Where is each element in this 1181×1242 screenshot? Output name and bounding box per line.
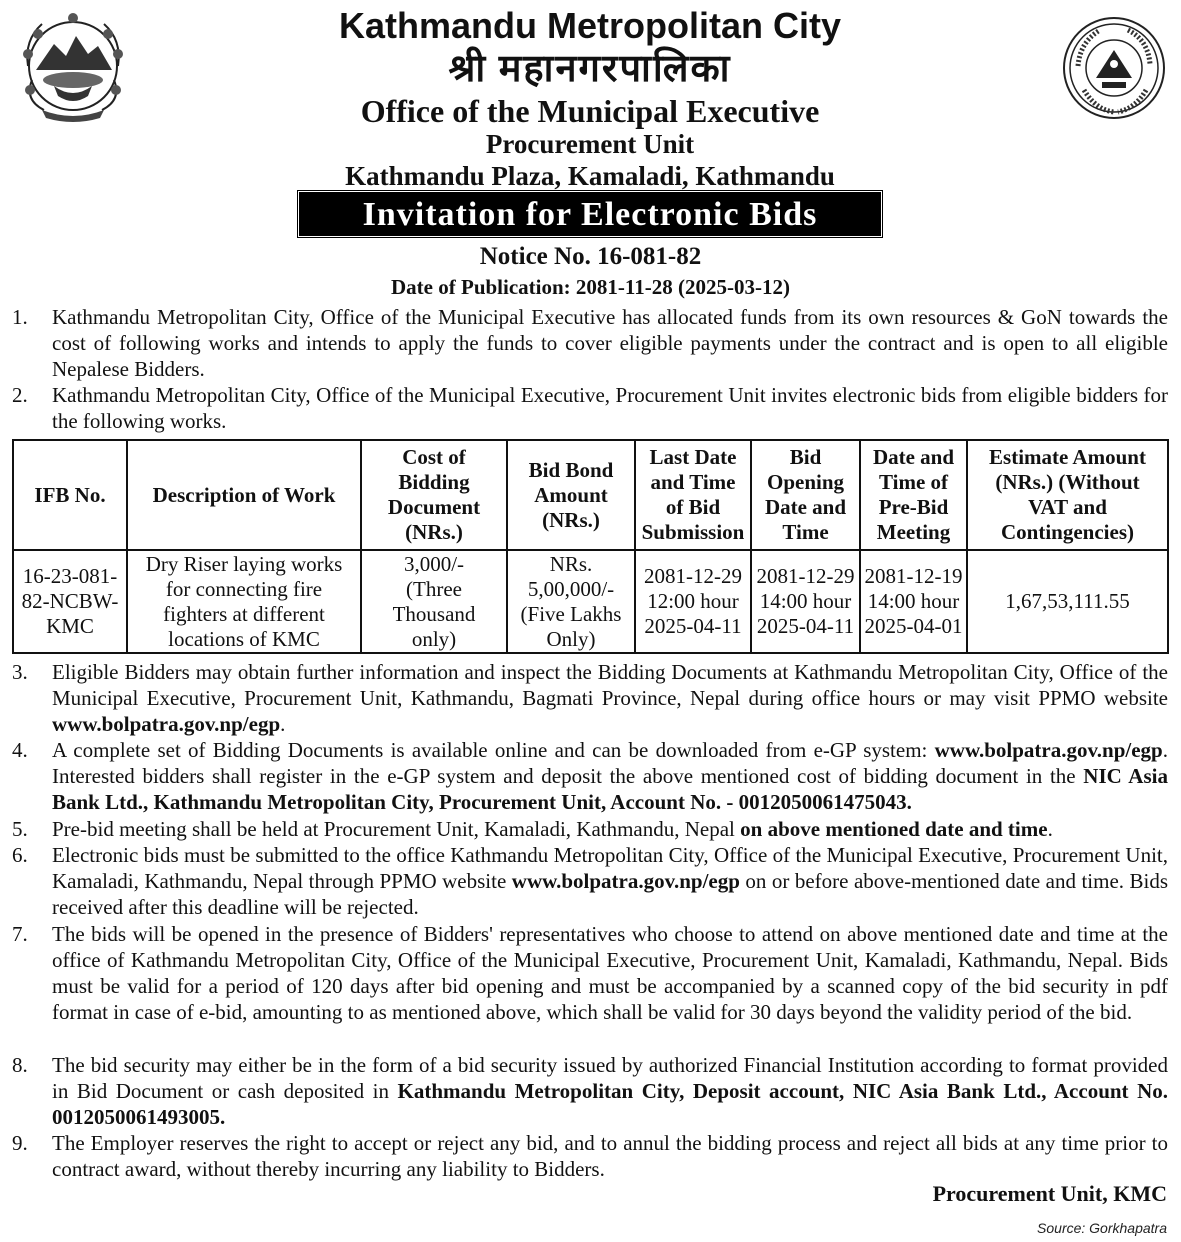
- paragraph-9: [12, 1130, 1168, 1182]
- paragraph-number: 1.: [12, 305, 28, 329]
- cell-ifb-no: 16-23-081- 82-NCBW- KMC: [13, 550, 127, 653]
- cell-submission-date: 2081-12-29 12:00 hour 2025-04-11: [635, 550, 751, 653]
- city-title: Kathmandu Metropolitan City: [339, 5, 841, 46]
- header-opening-date: Bid Opening Date and Time: [751, 440, 860, 550]
- paragraph-8: [12, 1052, 1168, 1130]
- paragraph-2: [12, 382, 1168, 434]
- paragraph-text: Kathmandu Metropolitan City, Office of the Municipal Executive has allocated funds from its own resources & GoN towards the cost of following works and intends to apply the funds to cover eligible payments under the contract and is open to all eligible Nepalese Bidders.: [52, 305, 1168, 381]
- paragraph-number: 2.: [12, 383, 28, 407]
- paragraph-number: 5.: [12, 817, 28, 841]
- paragraph-text: The bids will be opened in the presence of Bidders' representatives who choose to attend on above mentioned date and time at the office of Kathmandu Metropolitan City, Office of the Municipal Executive, Procurement Unit, Kamaladi, Kathmandu, Nepal. Bids must be valid for a period of 120 days after bid opening and must be accompanied by a scanned copy of the bid security in pdf format in case of e-bid, amounting to as mentioned above, which shall be valid for 30 days beyond the validity period of the bid.: [52, 922, 1168, 1024]
- cell-document-cost: 3,000/- (Three Thousand only): [361, 550, 507, 653]
- header-estimate-amount: Estimate Amount (NRs.) (Without VAT and Contingencies): [967, 440, 1168, 550]
- paragraph-number: 7.: [12, 922, 28, 946]
- notice-number: Notice No. 16-081-82: [479, 243, 702, 270]
- invitation-banner: Invitation for Electronic Bids: [299, 192, 881, 236]
- header-document-cost: Cost of Bidding Document (NRs.): [361, 440, 507, 550]
- header-submission-date: Last Date and Time of Bid Submission: [635, 440, 751, 550]
- city-title-nepali: श्री महानगरपालिका: [448, 48, 732, 90]
- nepal-emblem-icon: [14, 10, 132, 122]
- paragraph-7: [12, 921, 1168, 1025]
- paragraph-number: 3.: [12, 660, 28, 684]
- source-credit: Source: Gorkhapatra: [1037, 1220, 1167, 1236]
- paragraph-number: 6.: [12, 843, 28, 867]
- deposit-account-details: Kathmandu Metropolitan City, Deposit account, NIC Asia Bank Ltd., Account No. 0012050061493005.: [52, 1079, 1168, 1129]
- paragraph-number: 4.: [12, 738, 28, 762]
- paragraph-5: 5. Pre-bid meeting shall be held at Procurement Unit, Kamaladi, Kathmandu, Nepal on above mentioned date and time.: [12, 817, 1053, 841]
- emphasis-text: on above mentioned date and time: [740, 817, 1048, 841]
- paragraph-6: 6. Electronic bids must be submitted to the office Kathmandu Metropolitan City, Office of the Municipal Executive, Procurement Unit, Kamaladi, Kathmandu, Nepal through PPMO website www.bolpatra.gov.np/egp on or before above-mentioned date and time. Bids received after this deadline will be rejected.: [12, 843, 1169, 919]
- website-link: www.bolpatra.gov.np/egp: [511, 869, 740, 893]
- kmc-seal-icon: [1056, 16, 1172, 120]
- website-link: www.bolpatra.gov.np/egp: [934, 738, 1163, 762]
- signature-line: Procurement Unit, KMC: [932, 1181, 1167, 1206]
- paragraph-text: The Employer reserves the right to accept or reject any bid, and to annul the bidding process and reject all bids at any time prior to contract award, without thereby incurring any liability to Bidders.: [52, 1131, 1168, 1181]
- paragraph-text: Pre-bid meeting shall be held at Procurement Unit, Kamaladi, Kathmandu, Nepal: [52, 817, 741, 841]
- paragraph-3: 3. Eligible Bidders may obtain further information and inspect the Bidding Documents at Kathmandu Metropolitan City, Office of the Municipal Executive, Procurement Unit, Kathmandu, Bagmati Province, Nepal during office hours or may visit PPMO website www.bolpatra.gov.np/egp.: [12, 660, 1168, 736]
- paragraph-text: Kathmandu Metropolitan City, Office of the Municipal Executive, Procurement Unit invites electronic bids from eligible bidders for the following works.: [52, 383, 1168, 433]
- cell-estimate-amount: 1,67,53,111.55: [967, 550, 1168, 653]
- office-address: Kathmandu Plaza, Kamaladi, Kathmandu: [345, 161, 835, 191]
- paragraph-text: Electronic bids must be submitted to the office Kathmandu Metropolitan City, Office of the Municipal Executive, Procurement Unit, Kamaladi, Kathmandu, Nepal through PPMO website: [52, 843, 1168, 893]
- header-description: Description of Work: [127, 440, 361, 550]
- cell-prebid-meeting: 2081-12-19 14:00 hour 2025-04-01: [860, 550, 967, 653]
- bid-details-table: [12, 439, 1169, 654]
- paragraph-text: The bid security may either be in the form of a bid security issued by authorized Financial Institution according to format provided in Bid Document or cash deposited in: [52, 1053, 1168, 1103]
- table-header-row: [13, 440, 1168, 550]
- paragraph-number: 9.: [12, 1131, 28, 1155]
- website-link: www.bolpatra.gov.np/egp: [52, 712, 281, 736]
- header-bid-bond: Bid Bond Amount (NRs.): [507, 440, 635, 550]
- cell-bid-bond: NRs. 5,00,000/- (Five Lakhs Only): [507, 550, 635, 653]
- cell-opening-date: 2081-12-29 14:00 hour 2025-04-11: [751, 550, 860, 653]
- paragraph-4: 4. A complete set of Bidding Documents is available online and can be downloaded from e-GP system: www.bolpatra.gov.np/egp. Interested bidders shall register in the e-GP system and deposit the above mentioned cost of bidding document in the NIC Asia Bank Ltd., Kathmandu Metropolitan City, Procurement Unit, Account No. - 0012050061475043.: [12, 738, 1168, 814]
- unit-title: Procurement Unit: [485, 129, 695, 159]
- publication-date: Date of Publication: 2081-11-28 (2025-03-12): [391, 275, 790, 299]
- bank-account-details: NIC Asia Bank Ltd., Kathmandu Metropolitan City, Procurement Unit, Account No. - 0012050061475043.: [52, 764, 1168, 814]
- paragraph-text: Eligible Bidders may obtain further information and inspect the Bidding Documents at Kathmandu Metropolitan City, Office of the Municipal Executive, Procurement Unit, Kathmandu, Bagmati Province, Nepal during office hours or may visit PPMO website: [52, 660, 1168, 710]
- paragraph-number: 8.: [12, 1053, 28, 1077]
- header-ifb-no: IFB No.: [13, 440, 127, 550]
- paragraph-1: [12, 304, 1168, 382]
- cell-description: Dry Riser laying works for connecting fire fighters at different locations of KMC: [127, 550, 361, 653]
- header-prebid-meeting: Date and Time of Pre-Bid Meeting: [860, 440, 967, 550]
- paragraph-text: A complete set of Bidding Documents is available online and can be downloaded from e-GP system:: [52, 738, 935, 762]
- table-row: [13, 550, 1168, 653]
- office-title: Office of the Municipal Executive: [360, 93, 820, 129]
